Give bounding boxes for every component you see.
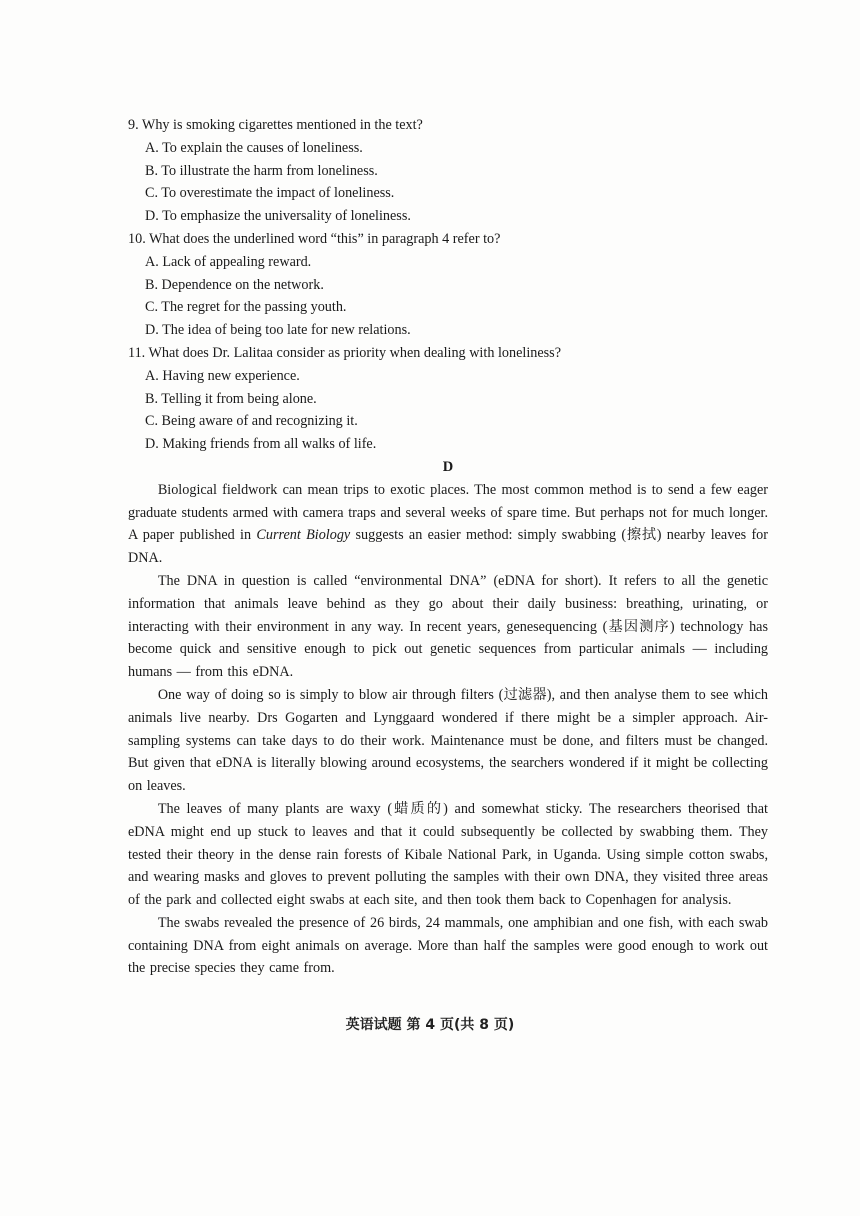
option-d: D. To emphasize the universality of loneliness.: [145, 208, 411, 225]
page-content: [128, 114, 768, 980]
question-stem: 11. What does Dr. Lalitaa consider as priority when dealing with loneliness?: [128, 344, 562, 361]
paragraph-text: suggests an easier method: simply swabbing (擦拭) nearby leaves for DNA.: [128, 527, 768, 567]
option-a: A. To explain the causes of loneliness.: [145, 139, 363, 156]
option-c: C. The regret for the passing youth.: [145, 299, 347, 316]
passage-paragraph-2: The DNA in question is called “environmental DNA” (eDNA for short). It refers to all the genetic information that animals leave behind as they go about their daily business: breathing, urinating, or interacting with their environment in any way. In recent years, genesequencing (基因测序) technology has become quick and sensitive enough to pick out genetic sequences from particular animals — including humans — from this eDNA.: [128, 572, 768, 681]
question-stem: 9. Why is smoking cigarettes mentioned in the text?: [128, 117, 423, 133]
passage-paragraph-5: The swabs revealed the presence of 26 birds, 24 mammals, one amphibian and one fish, with each swab containing DNA from eight animals on average. More than half the samples were good enough to work out the precise species they came from.: [128, 914, 768, 977]
question-10: [128, 228, 768, 342]
option-c: C. Being aware of and recognizing it.: [145, 413, 358, 430]
option-c: C. To overestimate the impact of loneliness.: [145, 185, 395, 202]
passage-paragraph-3: One way of doing so is simply to blow air through filters (过滤器), and then analyse them to see which animals live nearby. Drs Gogarten and Lynggaard wondered if there might be a simpler approach. Air-sampling systems can take days to do their work. Maintenance must be done, and filters must be changed. But given that eDNA is literally blowing around ecosystems, the searchers wondered if it might be collecting on leaves.: [128, 686, 768, 795]
passage-paragraph-4: The leaves of many plants are waxy (蜡质的) and somewhat sticky. The researchers theorised that eDNA might end up stuck to leaves and that it could subsequently be collected by swabbing them. They tested their theory in the dense rain forests of Kibale National Park, in Uganda. Using simple cotton swabs, and wearing masks and gloves to prevent polluting the samples with their own DNA, they visited three areas of the park and collected eight swabs at each site, and then took them back to Copenhagen for analysis.: [128, 800, 768, 909]
option-b: B. Telling it from being alone.: [145, 390, 317, 407]
option-a: A. Lack of appealing reward.: [145, 253, 312, 270]
option-b: B. Dependence on the network.: [145, 276, 324, 293]
page-footer: 英语试题 第 4 页(共 8 页): [345, 1017, 515, 1033]
question-11: [128, 342, 768, 456]
option-d: D. The idea of being too late for new relations.: [145, 322, 411, 339]
option-d: D. Making friends from all walks of life.: [145, 436, 377, 453]
question-9: [128, 114, 768, 228]
section-title: D: [442, 458, 454, 475]
question-stem: 10. What does the underlined word “this” in paragraph 4 refer to?: [128, 230, 501, 247]
option-a: A. Having new experience.: [145, 367, 300, 384]
option-b: B. To illustrate the harm from loneliness.: [145, 162, 378, 179]
paragraph-text: Biological fieldwork can mean trips to exotic places. The most common method is to send a few eager graduate students armed with camera traps and several weeks of spare time. But perhaps not for much longer. A paper published in: [128, 481, 768, 544]
journal-name: Current Biology: [256, 527, 351, 544]
passage-paragraph-1: [128, 479, 768, 570]
